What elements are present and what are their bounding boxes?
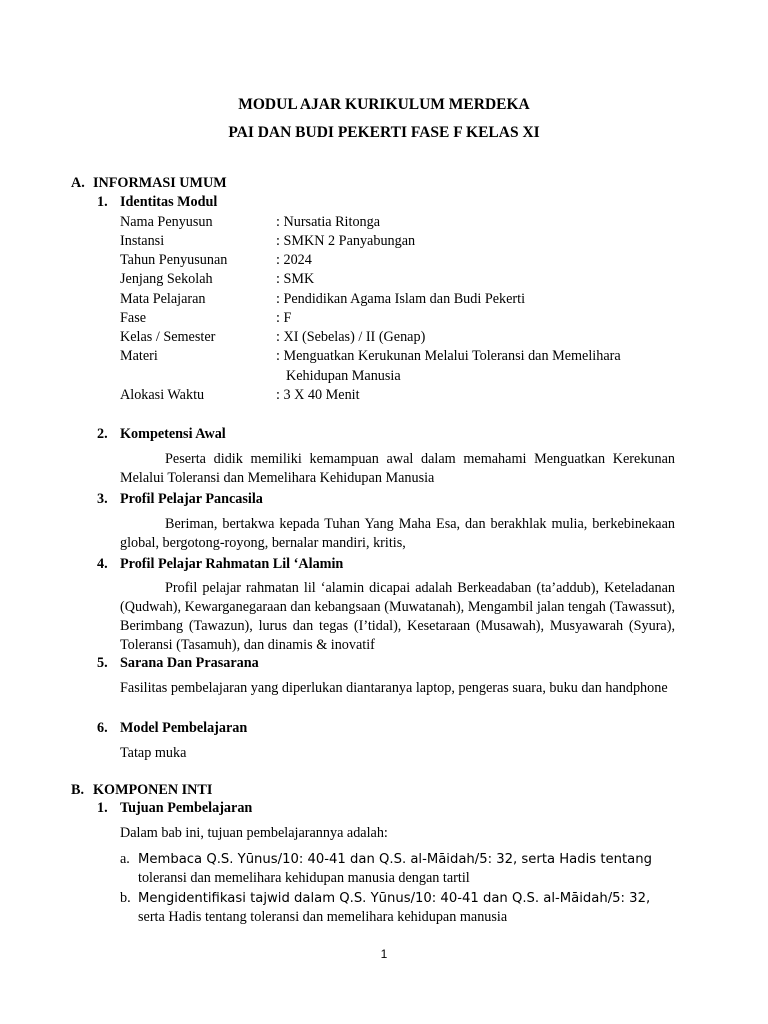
- identity-value: : F: [276, 310, 292, 326]
- identity-value: : XI (Sebelas) / II (Genap): [276, 329, 426, 345]
- item3-paragraph: Beriman, bertakwa kepada Tuhan Yang Maha Esa, dan berakhlak mulia, berkebinekaan global, bergotong-royong, bernalar mandiri, kritis,: [120, 516, 675, 551]
- item4-number: 4.: [97, 556, 108, 572]
- identity-value: : 2024: [276, 252, 312, 268]
- item6-number: 6.: [97, 720, 108, 736]
- item1-heading: Identitas Modul: [120, 194, 218, 210]
- identity-value: : Menguatkan Kerukunan Melalui Toleransi dan Memelihara: [276, 348, 621, 364]
- document-title-line1: MODUL AJAR KURIKULUM MERDEKA: [238, 96, 530, 113]
- identity-value: : 3 X 40 Menit: [276, 387, 360, 403]
- list-marker: b.: [120, 890, 131, 906]
- identity-value: : SMKN 2 Panyabungan: [276, 233, 416, 249]
- item2-heading: Kompetensi Awal: [120, 426, 226, 442]
- identity-value: : SMK: [276, 271, 315, 287]
- identity-key: Kelas / Semester: [120, 329, 216, 345]
- identity-key: Mata Pelajaran: [120, 291, 206, 307]
- item5-paragraph: Fasilitas pembelajaran yang diperlukan diantaranya laptop, pengeras suara, buku dan handphone: [120, 680, 668, 696]
- item6-paragraph: Tatap muka: [120, 745, 187, 761]
- identity-key: Fase: [120, 310, 147, 326]
- identity-key: Materi: [120, 348, 158, 364]
- item3-heading: Profil Pelajar Pancasila: [120, 491, 263, 507]
- page-number: 1: [380, 947, 388, 961]
- item5-heading: Sarana Dan Prasarana: [120, 655, 259, 671]
- b-item1-intro: Dalam bab ini, tujuan pembelajarannya adalah:: [120, 825, 388, 841]
- item4-heading: Profil Pelajar Rahmatan Lil ‘Alamin: [120, 556, 344, 572]
- section-b-heading: KOMPONEN INTI: [93, 782, 213, 798]
- item2-number: 2.: [97, 426, 108, 442]
- identity-key: Nama Penyusun: [120, 214, 213, 230]
- section-a-letter: A.: [71, 175, 85, 191]
- identity-key: Alokasi Waktu: [120, 387, 205, 403]
- identity-key: Tahun Penyusunan: [120, 252, 228, 268]
- b-item1-number: 1.: [97, 800, 108, 816]
- identity-value: : Pendidikan Agama Islam dan Budi Pekerti: [276, 291, 526, 307]
- item6-heading: Model Pembelajaran: [120, 720, 248, 736]
- identity-value-continuation: Kehidupan Manusia: [286, 368, 401, 384]
- section-b-letter: B.: [71, 782, 85, 798]
- item5-number: 5.: [97, 655, 108, 671]
- list-item-line: Mengidentifikasi tajwid dalam Q.S. Yūnus/10: 40-41 dan Q.S. al-Māidah/5: 32,: [138, 891, 651, 906]
- list-item-line: Membaca Q.S. Yūnus/10: 40-41 dan Q.S. al-Māidah/5: 32, serta Hadis tentang: [138, 852, 652, 867]
- item4-paragraph: Profil pelajar rahmatan lil ‘alamin dicapai adalah Berkeadaban (ta’addub), Keteladanan (Qudwah), Kewarganegaraan dan kebangsaan (Muwatanah), Mengambil jalan tengah (Tawassut), Berimbang (Tawazun), lurus dan tegas (I’tidal), Kesetaraan (Musawah), Musyawarah (Syura), Toleransi (Tasamuh), dan dinamis & inovatif: [120, 580, 675, 653]
- item2-paragraph: Peserta didik memiliki kemampuan awal dalam memahami Menguatkan Kerekunan Melalui Toleransi dan Memelihara Kehidupan Manusia: [120, 451, 675, 486]
- list-marker: a.: [120, 851, 130, 867]
- document-title-line2: PAI DAN BUDI PEKERTI FASE F KELAS XI: [228, 124, 540, 141]
- identity-value: : Nursatia Ritonga: [276, 214, 381, 230]
- identity-key: Instansi: [120, 233, 165, 249]
- identity-key: Jenjang Sekolah: [120, 271, 213, 287]
- item1-number: 1.: [97, 194, 108, 210]
- list-item-line: toleransi dan memelihara kehidupan manusia dengan tartil: [138, 870, 470, 886]
- item3-number: 3.: [97, 491, 108, 507]
- section-a-heading: INFORMASI UMUM: [93, 175, 227, 191]
- list-item-line: serta Hadis tentang toleransi dan memelihara kehidupan manusia: [138, 909, 508, 925]
- b-item1-heading: Tujuan Pembelajaran: [120, 800, 253, 816]
